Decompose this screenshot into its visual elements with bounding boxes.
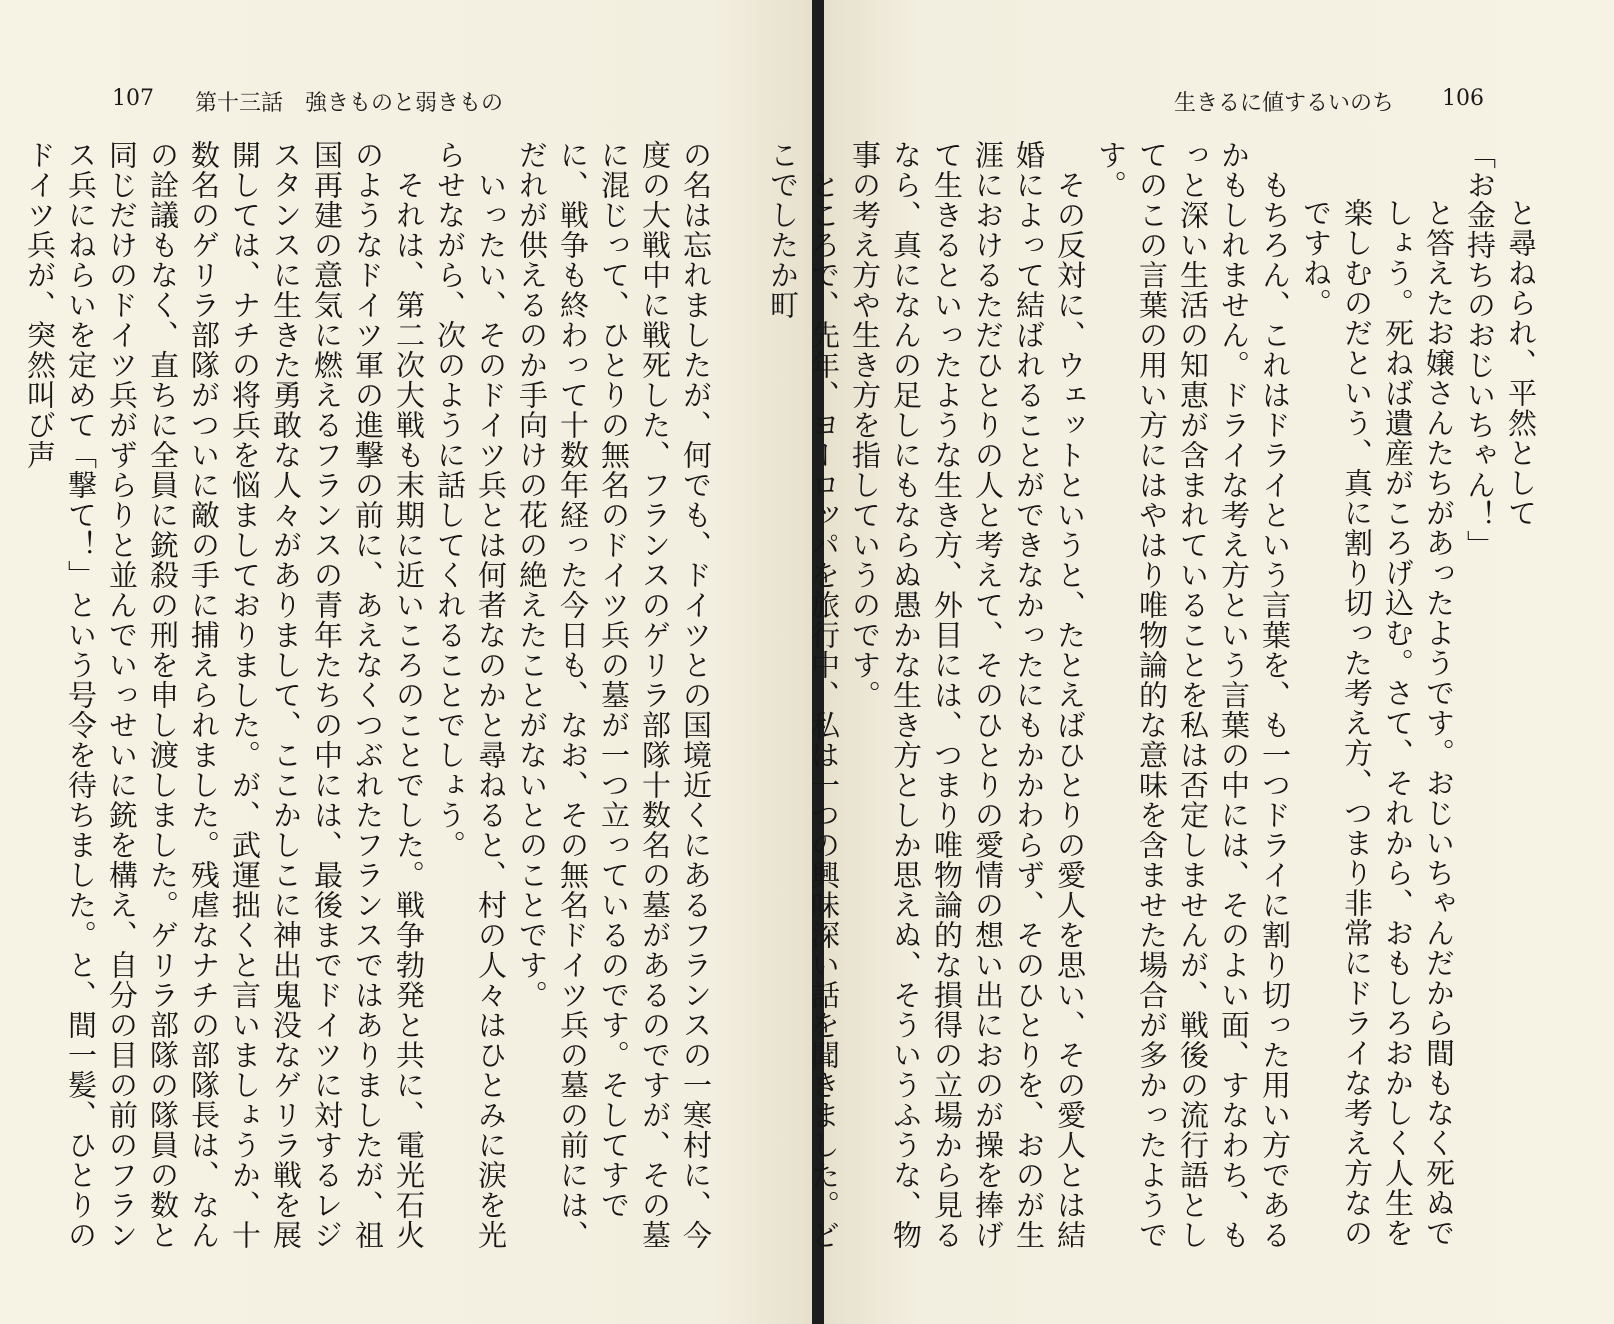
vertical-text-block xyxy=(23,140,716,1270)
paragraph: と尋ねられ、平然として xyxy=(1504,198,1538,528)
chapter-title: 第十三話 強きものと弱きもの xyxy=(195,91,504,116)
book-title: 生きるに値するいのち xyxy=(1173,91,1394,116)
right-page xyxy=(766,0,1614,1324)
paragraph: の名は忘れましたが、何でも、ドイツとの国境近くにあるフランスの一寒村に、今度の大戦中に戦死した、フランスのゲリラ部隊十数名の墓があるのですが、その墓に混じって、ひとりの無名のドイツ兵の墓が一つ立っているのです。そしてすでに、戦争も終わって十数年経った今日も、なお、その無名ドイツ兵の墓の前には、だれが供えるのか手向けの花の絶えたことがないとのことです。 xyxy=(515,140,713,1250)
paragraph: もちろん、これはドライという言葉を、も一つドライに割り切った用い方であるかもしれません。ドライな考え方という言葉の中には、そのよい面、すなわち、もっと深い生活の知恵が含まれていることを私は否定しませんが、戦後の流行語としてのこの言葉の用い方にはやはり唯物論的な意味を含ませた場合が多かったようです。 xyxy=(1094,140,1292,1250)
paragraph: と答えたお嬢さんたちがあったようです。おじいちゃんだから間もなく死ぬでしょう。死ねば遺産がころげ込む。さて、それから、おもしろおかしく人生を楽しむのだという、真に割り切った考え方、つまり非常にドライな考え方なのですね。 xyxy=(1299,198,1456,1248)
paragraph: いったい、そのドイツ兵とは何者なのかと尋ねると、村の人々はひとみに涙を光らせながら、次のように話してくれることでしょう。 xyxy=(433,140,508,1250)
vertical-text-block xyxy=(766,140,1541,1270)
paragraph: ところで、先年、ヨーロッパを旅行中、私は一つの興味深い話を聞きました。どこでしたか町 xyxy=(766,140,841,1250)
paragraph: その反対に、ウェットというと、たとえばひとりの愛人を思い、その愛人とは結婚によって結ばれることができなかったにもかかわらず、そのひとりを、おのが生涯におけるただひとりの人と考えて、そのひとりの愛情の想い出におのが操を捧げて生きるといったような生き方、外目には、つまり唯物論的な損得の立場から見るなら、真になんの足しにもならぬ愚かな生き方としか思えぬ、そういうふうな、物事の考え方や生き方を指していうのです。 xyxy=(848,140,1087,1250)
paragraph: それは、第二次大戦も末期に近いころのことでした。戦争勃発と共に、電光石火のようなドイツ軍の進撃の前に、あえなくつぶれたフランスではありましたが、祖国再建の意気に燃えるフランスの青年たちの中には、最後までドイツに対するレジスタンスに生きた勇敢な人々がありまして、ここかしこに神出鬼没なゲリラ戦を展開しては、ナチの将兵を悩ましておりました。が、武運拙くと言いましょうか、十数名のゲリラ部隊がついに敵の手に捕えられました。残虐なナチの部隊長は、なんの詮議もなく、直ちに全員に銃殺の刑を申し渡しました。ゲリラ部隊の隊員の数と同じだけのドイツ兵がずらりと並んでいっせいに銃を構え、自分の目の前のフランス兵にねらいを定めて「撃て！」という号令を待ちました。と、間一髪、ひとりのドイツ兵が、突然叫び声 xyxy=(23,140,426,1250)
page-number: 106 xyxy=(1442,86,1484,111)
quoted-line: 「お金持ちのおじいちゃん！」 xyxy=(1463,140,1497,560)
page-number: 107 xyxy=(112,86,154,111)
